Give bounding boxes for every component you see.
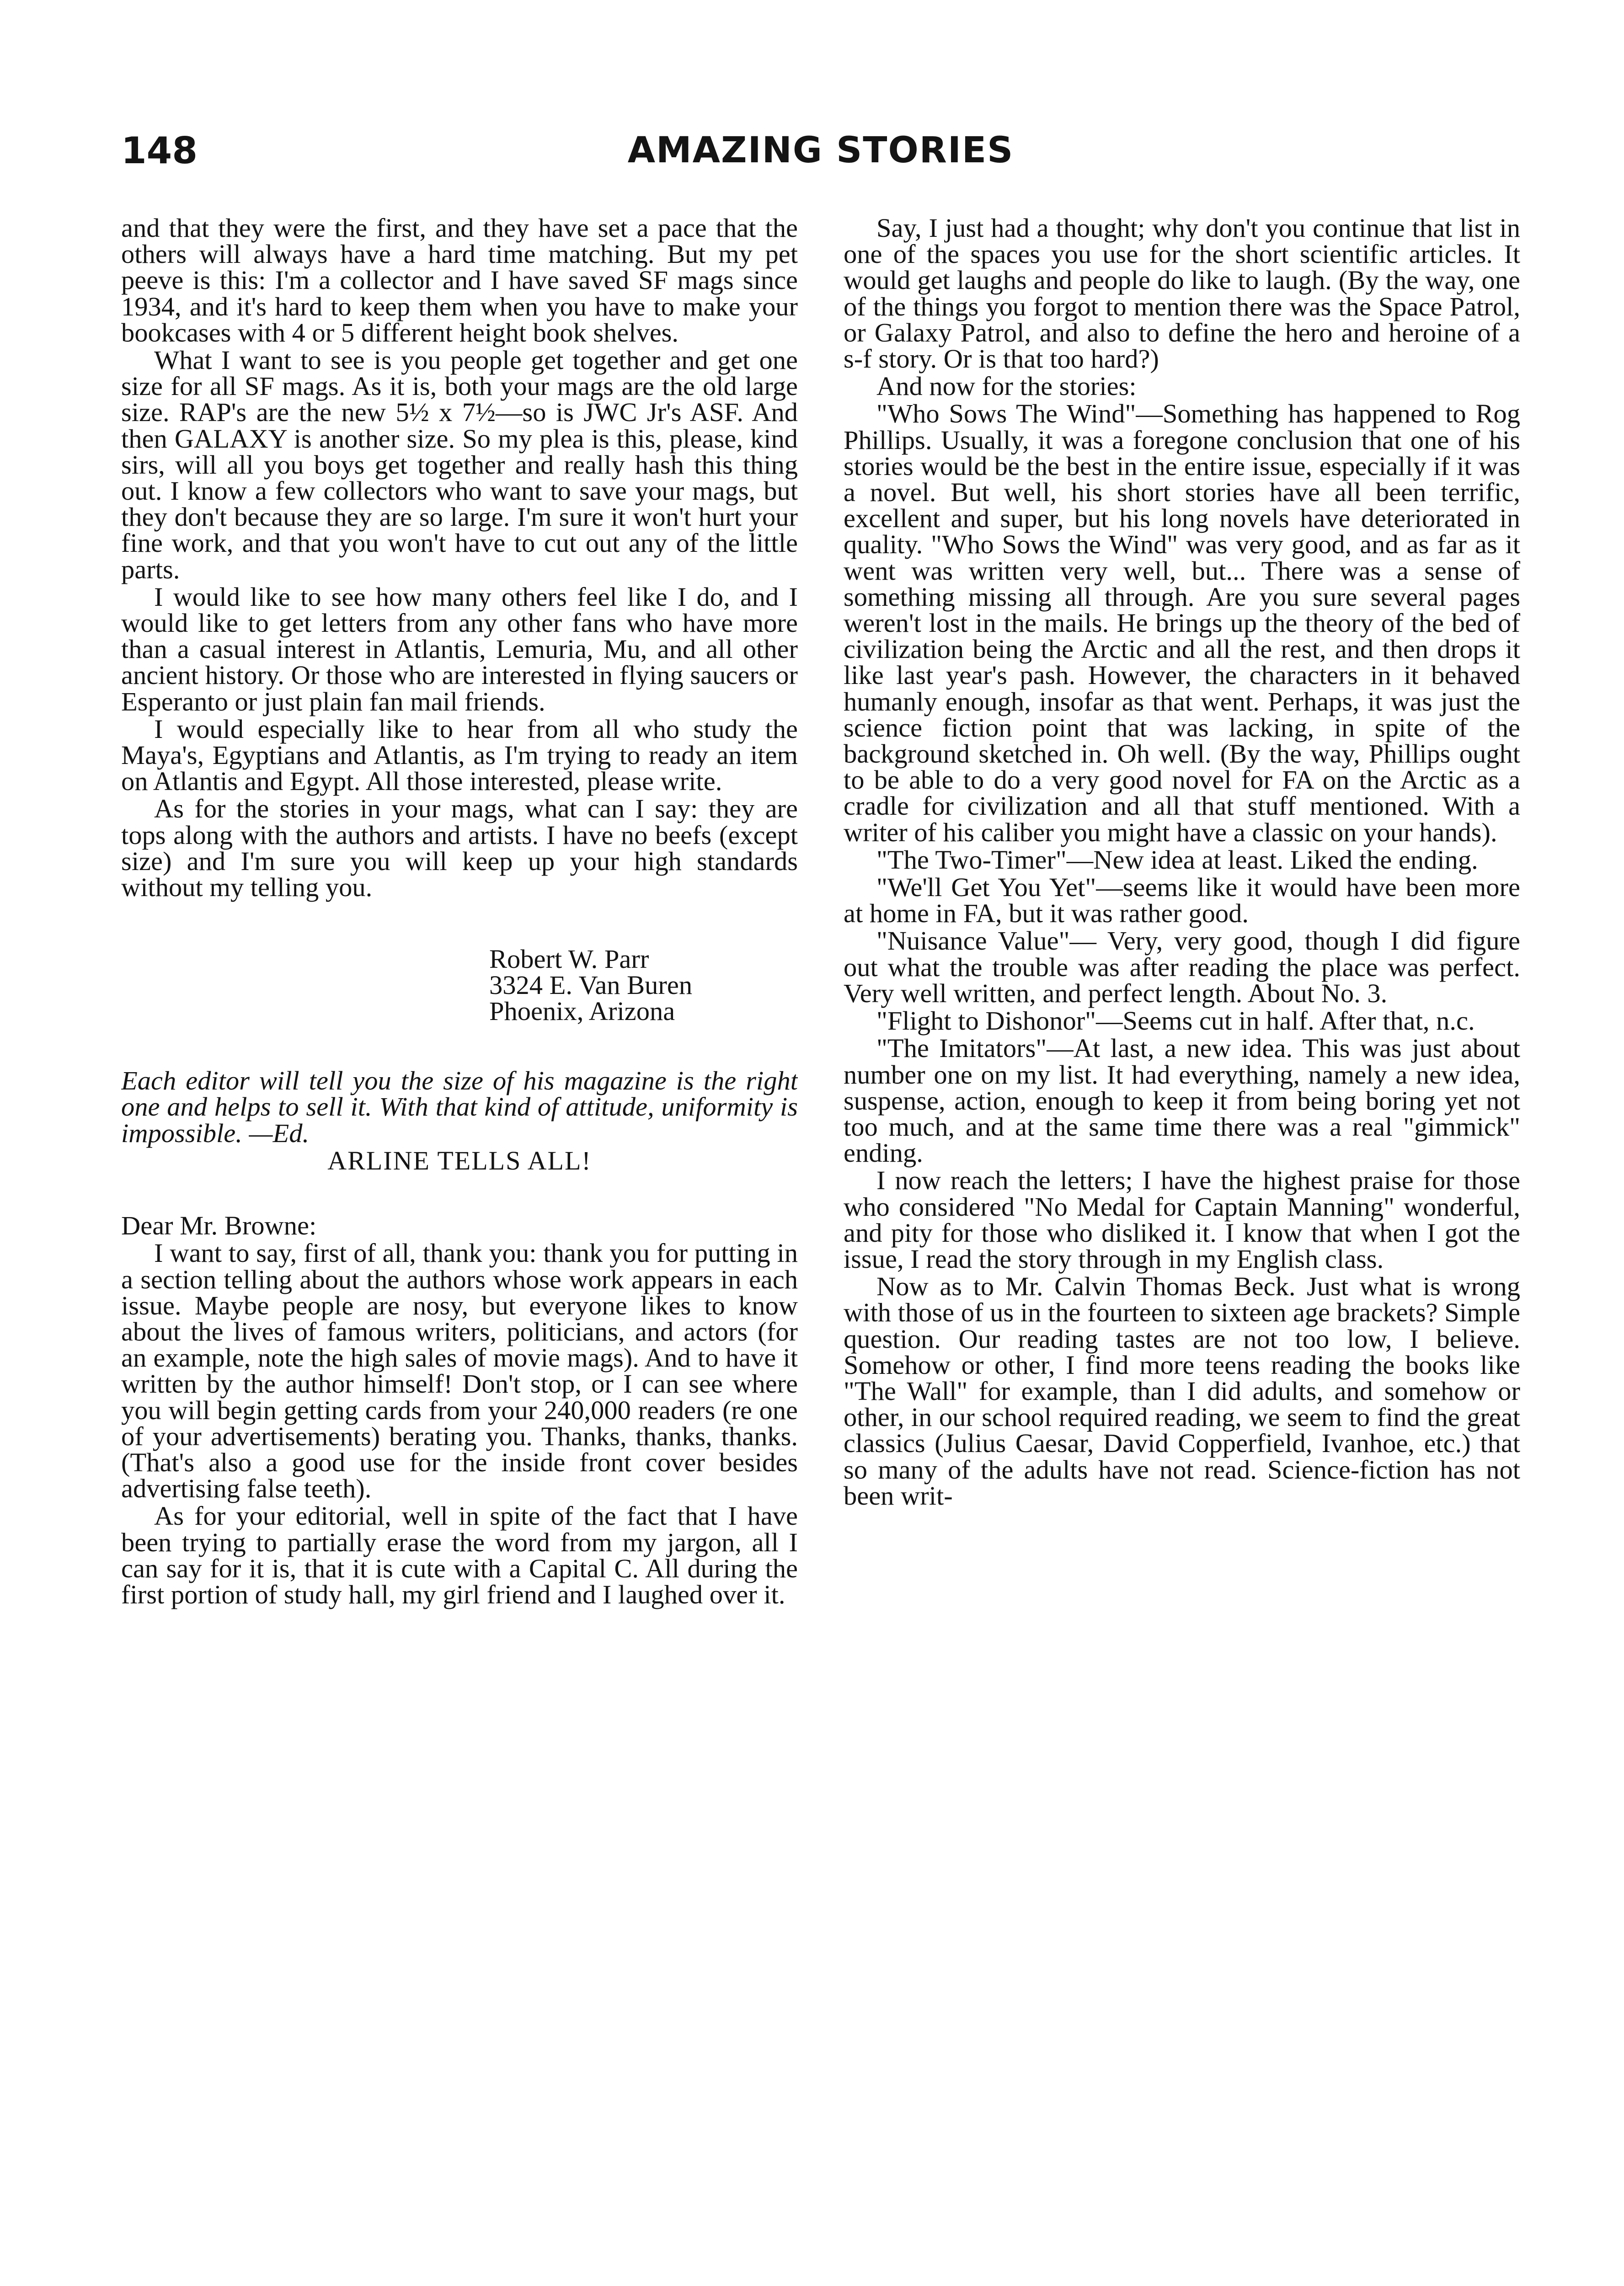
letter-paragraph: As for the stories in your mags, what can I say: they are tops along with the authors and artists. I have no beefs (except size) and I'm sure you will keep up your high standards without my telling you.	[121, 794, 798, 903]
letter-paragraph: I now reach the letters; I have the highest praise for those who considered "No Medal for Captain Manning" wonderful, and pity for those who disliked it. I know that when I got the issue, I read the story through in my English class.	[844, 1165, 1520, 1274]
letter-paragraph: Now as to Mr. Calvin Thomas Beck. Just what is wrong with those of us in the fourteen to sixteen age brackets? Simple question. Our reading tastes are not too low, I believe. Somehow or other, I find more teens reading the books like "The Wall" for example, than I did adults, and somehow or other, in our school required reading, we seem to find the great classics (Julius Caesar, David Copperfield, Ivanhoe, etc.) that so many of the adults have not read. Science-fiction has not been writ-	[844, 1271, 1520, 1511]
right-column	[844, 215, 1520, 2286]
left-column	[121, 215, 798, 2286]
running-head: AMAZING STORIES	[627, 130, 1014, 171]
letter-paragraph: I would like to see how many others feel like I do, and I would like to get letters from any other fans who have more than a casual interest in Atlantis, Lemuria, Mu, and all other ancient history. Or those who are interested in flying saucers or Esperanto or just plain fan mail friends.	[121, 582, 798, 716]
letter-paragraph: And now for the stories:	[876, 371, 1137, 401]
signature-street: 3324 E. Van Buren	[489, 970, 693, 1000]
letter-title: ARLINE TELLS ALL!	[327, 1145, 592, 1175]
editor-note: Each editor will tell you the size of his magazine is the right one and helps to sell it. With that kind of attitude, uniformity is impossible. —Ed.	[121, 1066, 798, 1148]
letter-paragraph: "Nuisance Value"— Very, very good, though I did figure out what the trouble was after reading the place was perfect. Very well written, and perfect length. About No. 3.	[844, 926, 1520, 1008]
letter-signature	[489, 946, 798, 1024]
letter-paragraph: As for your editorial, well in spite of the fact that I have been trying to partially erase the word from my jargon, all I can say for it is, that it is cute with a Capital C. All during the first portion of study hall, my girl friend and I laughed over it.	[121, 1501, 798, 1609]
letter-paragraph: I would especially like to hear from all who study the Maya's, Egyptians and Atlantis, as I'm trying to ready an item on Atlantis and Egypt. All those interested, please write.	[121, 714, 798, 796]
letter-paragraph: I want to say, first of all, thank you: thank you for putting in a section telling about the authors whose work appears in each issue. Maybe people are nosy, but everyone likes to know about the lives of famous writers, politicians, and actors (for an example, note the high sales of movie mags). And to have it written by the author himself! Don't stop, or I can see where you will begin getting cards from your 240,000 readers (re one of your advertisements) berating you. Thanks, thanks, thanks. (That's also a good use for the inside front cover besides advertising false teeth).	[121, 1238, 798, 1504]
letter-paragraph: "The Two-Timer"—New idea at least. Liked the ending.	[876, 844, 1478, 875]
signature-name: Robert W. Parr	[489, 944, 649, 974]
salutation: Dear Mr. Browne:	[121, 1211, 317, 1241]
page-header	[121, 129, 1520, 183]
letter-paragraph: "The Imitators"—At last, a new idea. This was just about number one on my list. It had everything, namely a new idea, suspense, action, enough to keep it from being boring yet not too much, and at the same time there was a real "gimmick" ending.	[844, 1033, 1520, 1168]
letter-paragraph: What I want to see is you people get together and get one size for all SF mags. As it is, both your mags are the old large size. RAP's are the new 5½ x 7½—so is JWC Jr's ASF. And then GALAXY is another size. So my plea is this, please, kind sirs, will all you boys get together and really hash this thing out. I know a few collectors who want to save your mags, but they don't because they are so large. I'm sure it won't hurt your fine work, and that you won't have to cut out any of the little parts.	[121, 345, 798, 584]
letter-paragraph: "Flight to Dishonor"—Seems cut in half. After that, n.c.	[876, 1006, 1475, 1036]
letter-paragraph: Say, I just had a thought; why don't you continue that list in one of the spaces you use for the short scientific articles. It would get laughs and people do like to laugh. (By the way, one of the things you forgot to mention there was the Space Patrol, or Galaxy Patrol, and also to define the hero and heroine of a s-f story. Or is that too hard?)	[844, 215, 1520, 374]
signature-city: Phoenix, Arizona	[489, 996, 675, 1026]
letter-paragraph: "We'll Get You Yet"—seems like it would have been more at home in FA, but it was rather good.	[844, 872, 1520, 929]
page-number: 148	[121, 129, 198, 172]
letter-paragraph: "Who Sows The Wind"—Something has happened to Rog Phillips. Usually, it was a foregone conclusion that one of his stories would be the best in the entire issue, especially if it was a novel. But well, his short stories have all been terrific, excellent and super, but his long novels have deteriorated in quality. "Who Sows the Wind" was very good, and as far as it went was written very well, but... There was a sense of something missing all through. Are you sure several pages weren't lost in the mails. He brings up the theory of the bed of civilization being the Arctic and all the rest, and then drops it like last year's pash. However, the characters in it behaved humanly enough, insofar as that went. Perhaps, it was just the science fiction point that was lacking, in spite of the background sketched in. Oh well. (By the way, Phillips ought to be able to do a very good novel for FA on the Arctic as a cradle for civilization and all that stuff mentioned. With a writer of his caliber you might have a classic on your hands).	[844, 399, 1520, 847]
letter-paragraph: and that they were the first, and they have set a pace that the others will always have a hard time matching. But my pet peeve is this: I'm a collector and I have saved SF mags since 1934, and it's hard to keep them when you have to make your bookcases with 4 or 5 different height book shelves.	[121, 215, 798, 347]
